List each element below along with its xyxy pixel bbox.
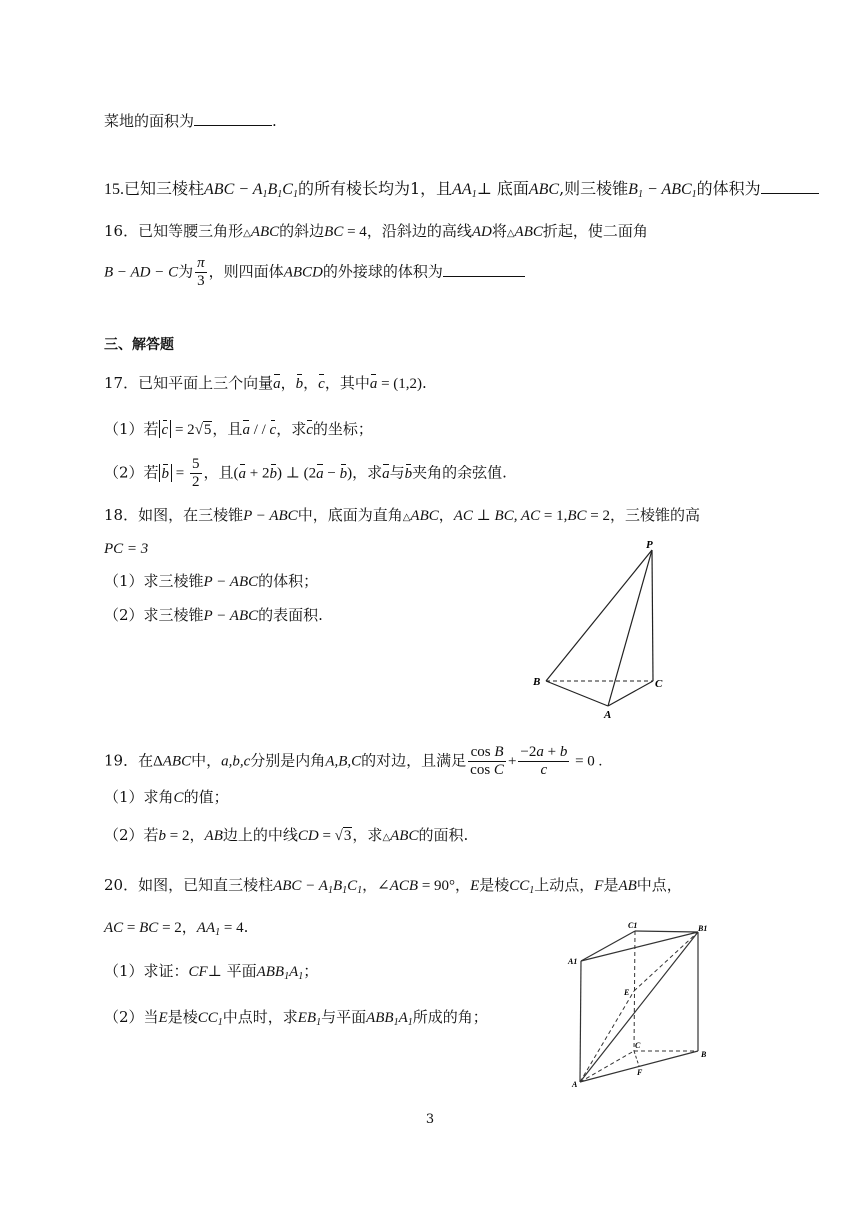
question-20-1: （1）求证：CF⊥ 平面$ABB_1A_1$；	[104, 962, 319, 982]
label-E: E	[624, 988, 630, 997]
label-C: C	[655, 678, 663, 690]
question-19-2: （2）若b = 2，AB边上的中线CD = √3，求△ABC的面积.	[104, 826, 469, 844]
question-20-2: （2）当E是棱$CC_1$中点时，求$EB_1$与平面$ABB_1A_1$所成的角；	[104, 1008, 488, 1028]
question-16-cont: B − AD − C为 $\frac{\pi}{3}$ ，则四面体ABCD的外接球的体积为	[104, 255, 525, 290]
question-19-1: （1）求角C的值；	[104, 788, 229, 806]
question-20: 20．如图，已知直三棱柱ABC − $A_1B_1C_1$，∠ACB = 90°，E是棱$CC_1$上动点，F是AB中点，	[104, 876, 682, 896]
question-15: 15.已知三棱柱ABC − $A_1B_1C_1$的所有棱长均为1，且$AA_1\perp$ 底面ABC,则三棱锥$B_1 - ABC_1$的体积为	[104, 178, 819, 206]
answer-blank	[443, 262, 525, 277]
label-P: P	[646, 539, 653, 551]
question-19: 19．在ΔABC中，a,b,c分别是内角A,B,C的对边，且满足 $\frac{\text{cos B}}{\text{cos C}}$ + $\frac{-2a + b}{c}$ = 0 .	[104, 744, 603, 778]
question-18-cont: PC = 3	[104, 541, 149, 557]
question-17: 17．已知平面上三个向量a，b，c，其中a = (1,2).	[104, 372, 427, 395]
label-A: A	[572, 1080, 578, 1089]
page-number: 3	[425, 1112, 435, 1127]
question-17-2: （2）若 b = $\frac{5}{2}$ ，且(a + 2b) ⊥ (2a − b)，求a与b夹角的余弦值.	[104, 456, 507, 490]
answer-blank	[761, 179, 819, 194]
label-B1: B1	[698, 924, 708, 933]
question-20-cont: AC = BC = 2，$AA_1 = 4$.	[104, 918, 249, 938]
label-C: C	[635, 1041, 641, 1050]
label-A1: A1	[568, 957, 578, 966]
question-16: 16．已知等腰三角形△ABC的斜边BC = 4，沿斜边的高线AD将△ABC折起，使二面角	[104, 222, 648, 240]
label-B: B	[533, 676, 541, 688]
question-18-1: （1）求三棱锥P − ABC的体积；	[104, 572, 319, 590]
question-18-2: （2）求三棱锥P − ABC的表面积.	[104, 606, 323, 624]
label-F: F	[637, 1068, 643, 1077]
answer-blank	[194, 111, 272, 126]
question-17-1: （1）若 c = 2√5，且a / / c，求c的坐标；	[104, 418, 373, 441]
figure-18-pyramid	[528, 538, 678, 722]
figure-20-prism	[566, 918, 716, 1090]
label-B: B	[701, 1050, 707, 1059]
label-A: A	[604, 709, 612, 721]
label-C1: C1	[628, 921, 638, 930]
question-18: 18．如图，在三棱锥P − ABC中，底面为直角△ABC，AC ⊥ BC, AC = 1,BC = 2，三棱锥的高	[104, 506, 700, 524]
q14-tail: 菜地的面积为 .	[104, 112, 277, 130]
section-heading: 三、解答题	[104, 337, 174, 353]
